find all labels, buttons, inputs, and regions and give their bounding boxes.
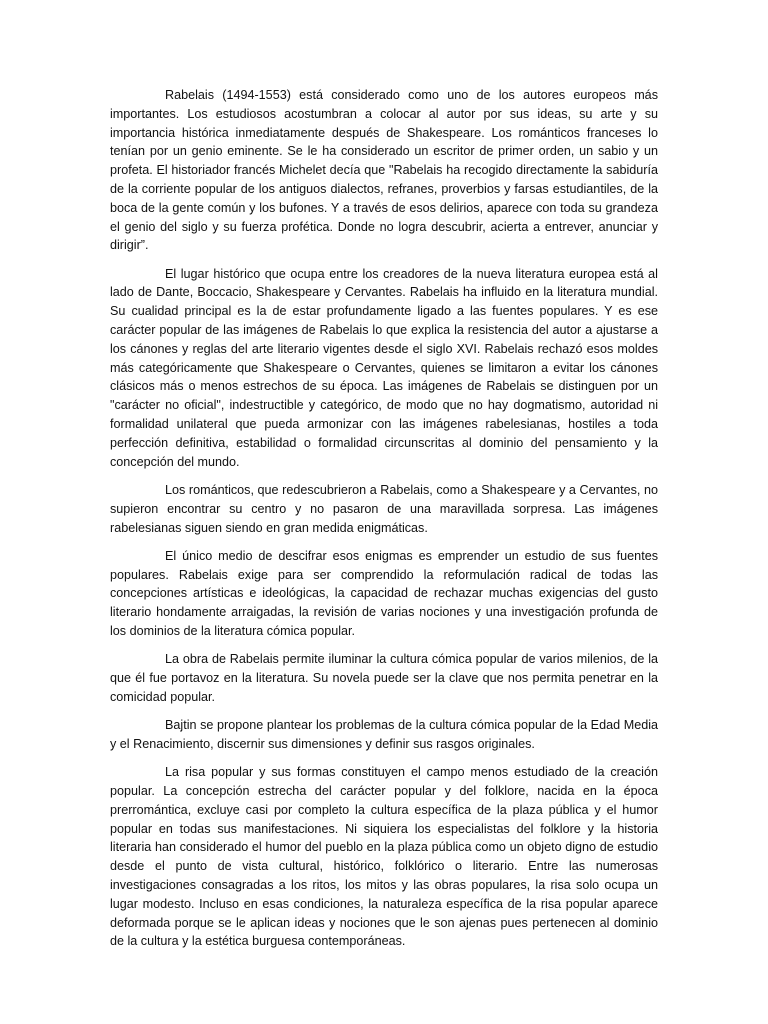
- paragraph-5: La obra de Rabelais permite iluminar la cultura cómica popular de varios milenios, de la que él fue portavoz en la literatura. Su novela puede ser la clave que nos permita penetrar en la comicidad popular.: [110, 652, 658, 704]
- paragraph-2: El lugar histórico que ocupa entre los creadores de la nueva literatura europea está al lado de Dante, Boccacio, Shakespeare y Cervantes. Rabelais ha influido en la literatura mundial. Su cualidad principal es la de estar profundamente ligado a las fuentes populares. Y es ese carácter popular de las imágenes de Rabelais lo que explica la resistencia del autor a ajustarse a los cánones y reglas del arte literario vigentes desde el siglo XVI. Rabelais rechazó esos moldes más categóricamente que Shakespeare o Cervantes, quienes se limitaron a evitar los cánones clásicos más o menos estrechos de su época. Las imágenes de Rabelais se distinguen por un "carácter no oficial", indestructible y categórico, de modo que no hay dogmatismo, autoridad ni formalidad unilateral que pueda armonizar con las imágenes rabelesianas, hostiles a toda perfección definitiva, estabilidad o formalidad circunscritas al dominio del pensamiento y la concepción del mundo.: [110, 266, 658, 469]
- paragraph-7: La risa popular y sus formas constituyen el campo menos estudiado de la creación popular. La concepción estrecha del carácter popular y del folklore, nacida en la época prerromántica, excluye casi por completo la cultura específica de la plaza pública y el humor popular en todas sus manifestaciones. Ni siquiera los especialistas del folklore y la historia literaria han considerado el humor del pueblo en la plaza pública como un objeto digno de estudio desde el punto de vista cultural, histórico, folklórico o literario. Entre las numerosas investigaciones consagradas a los ritos, los mitos y las obras populares, la risa solo ocupa un lugar modesto. Incluso en esas condiciones, la naturaleza específica de la risa popular aparece deformada porque se le aplican ideas y nociones que le son ajenas pues pertenecen al dominio de la cultura y la estética burguesa contemporáneas.: [110, 765, 658, 949]
- paragraph-1: Rabelais (1494-1553) está considerado como uno de los autores europeos más importantes. Los estudiosos acostumbran a colocar al autor por sus ideas, su arte y su importancia histórica inmediatamente después de Shakespeare. Los románticos franceses lo tenían por un genio eminente. Se le ha considerado un escritor de primer orden, un sabio y un profeta. El historiador francés Michelet decía que "Rabelais ha recogido directamente la sabiduría de la corriente popular de los antiguos dialectos, refranes, proverbios y farsas estudiantiles, de la boca de la gente común y los bufones. Y a través de esos delirios, aparece con toda su grandeza el genio del siglo y su fuerza profética. Donde no logra descubrir, acierta a entrever, anunciar y dirigir”.: [110, 88, 658, 253]
- document-body: [110, 86, 658, 961]
- paragraph-3: Los románticos, que redescubrieron a Rabelais, como a Shakespeare y a Cervantes, no supieron encontrar su centro y no pasaron de una maravillada sorpresa. Las imágenes rabelesianas siguen siendo en gran medida enigmáticas.: [110, 482, 658, 535]
- paragraph-6: Bajtin se propone plantear los problemas de la cultura cómica popular de la Edad Media y el Renacimiento, discernir sus dimensiones y definir sus rasgos originales.: [110, 718, 658, 751]
- paragraph-4: El único medio de descifrar esos enigmas es emprender un estudio de sus fuentes populares. Rabelais exige para ser comprendido la reformulación radical de todas las concepciones artísticas e ideológicas, la capacidad de rechazar muchas exigencias del gusto literario hondamente arraigadas, la revisión de varias nociones y una investigación profunda de los dominios de la literatura cómica popular.: [110, 548, 658, 639]
